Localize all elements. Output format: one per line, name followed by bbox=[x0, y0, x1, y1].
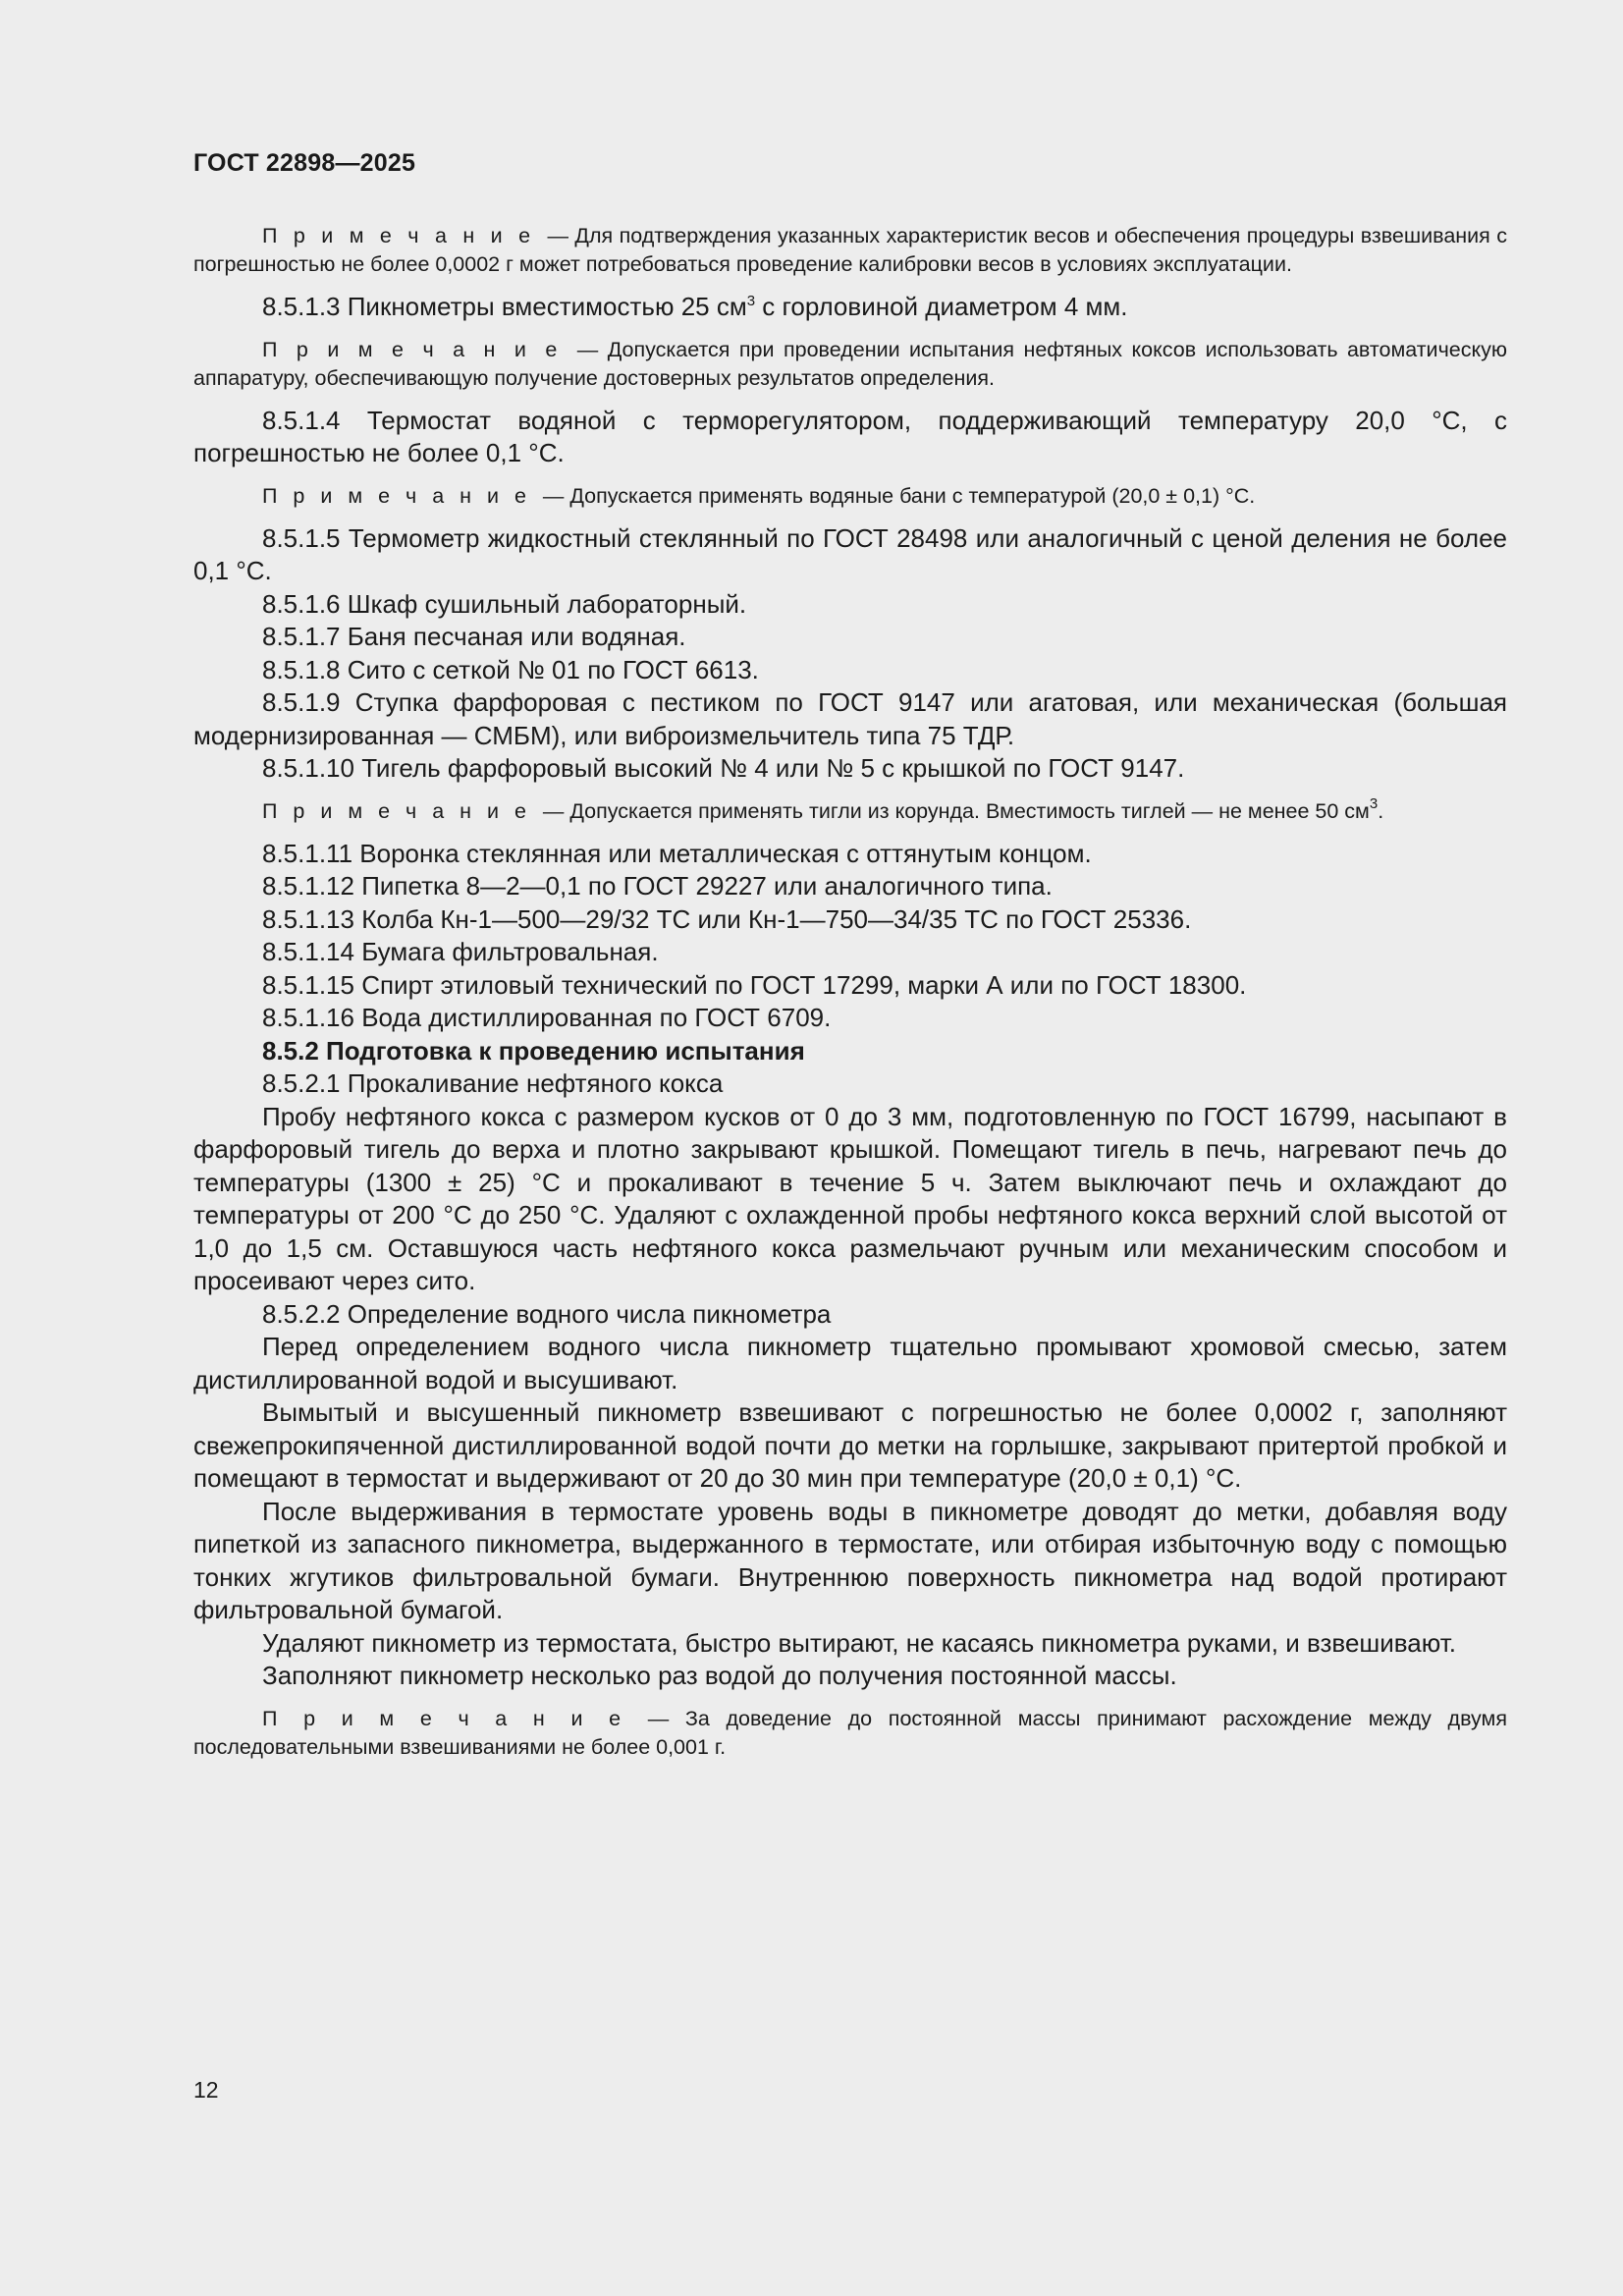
clause-8-5-1-5: 8.5.1.5 Термометр жидкостный стеклянный по ГОСТ 28498 или аналогичный с ценой деления не более 0,1 °С. bbox=[193, 522, 1507, 585]
note-label: П р и м е ч а н и е bbox=[262, 337, 563, 361]
clause-8-5-1-14: 8.5.1.14 Бумага фильтровальная. bbox=[262, 937, 659, 966]
note-paragraph bbox=[193, 482, 1507, 511]
note-text-tail: . bbox=[1378, 798, 1384, 823]
paragraph-constant-mass: Заполняют пикнометр несколько раз водой до получения постоянной массы. bbox=[262, 1661, 1177, 1690]
clause-8-5-1-16: 8.5.1.16 Вода дистиллированная по ГОСТ 6709. bbox=[262, 1003, 832, 1032]
note-label: П р и м е ч а н и е bbox=[262, 798, 531, 823]
note-text: — Для подтверждения указанных характеристик весов и обеспечения процедуры взвешивания с погрешностью не более 0,0002 г может потребоваться проведение калибровки весов в условиях эксплуатации. bbox=[193, 224, 1507, 276]
clause-text: 8.5.1.3 Пикнометры вместимостью 25 см bbox=[262, 292, 747, 321]
clause-8-5-1-7: 8.5.1.7 Баня песчаная или водяная. bbox=[262, 622, 686, 651]
note-paragraph bbox=[193, 794, 1507, 826]
superscript: 3 bbox=[1369, 794, 1379, 812]
note-paragraph bbox=[193, 336, 1507, 393]
clause-8-5-1-6: 8.5.1.6 Шкаф сушильный лабораторный. bbox=[262, 588, 747, 619]
superscript: 3 bbox=[746, 293, 756, 309]
clause-8-5-1-13: 8.5.1.13 Колба Кн-1—500—29/32 ТС или Кн-1—750—34/35 ТС по ГОСТ 25336. bbox=[262, 903, 1192, 934]
note-text: — Допускается при проведении испытания нефтяных коксов использовать автоматическую аппаратуру, обеспечивающую получение достоверных результатов определения. bbox=[193, 337, 1507, 390]
paragraph-washing: Перед определением водного числа пикнометр тщательно промывают хромовой смесью, затем дистиллированной водой и высушивают. bbox=[193, 1332, 1507, 1394]
paragraph-after-holding: После выдерживания в термостате уровень воды в пикнометре доводят до метки, добавляя воду пипеткой из запасного пикнометра, выдержанного в термостате, или отбирая избыточную воду с помощью тонких жгутиков фильтровальной бумаги. Внутреннюю поверхность пикнометра над водой протирают фильтровальной бумагой. bbox=[193, 1496, 1507, 1624]
clause-8-5-1-11: 8.5.1.11 Воронка стеклянная или металлическая с оттянутым концом. bbox=[262, 838, 1092, 868]
clause-8-5-1-4: 8.5.1.4 Термостат водяной с терморегулятором, поддерживающий температуру 20,0 °С, с погрешностью не более 0,1 °С. bbox=[193, 405, 1507, 467]
note-label: П р и м е ч а н и е bbox=[262, 483, 531, 508]
page-body bbox=[193, 222, 1507, 1762]
section-heading-8-5-2: 8.5.2 Подготовка к проведению испытания bbox=[262, 1035, 805, 1066]
note-label: П р и м е ч а н и е bbox=[262, 1706, 626, 1730]
page-number: 12 bbox=[193, 2077, 219, 2103]
paragraph-calcination: Пробу нефтяного кокса с размером кусков от 0 до 3 мм, подготовленную по ГОСТ 16799, насыпают в фарфоровый тигель до верха и плотно закрывают крышкой. Помещают тигель в печь, нагревают печь до температуры (1300 ± 25) °С и прокаливают в течение 5 ч. Затем выключают печь и охлаждают до температуры от 200 °С до 250 °С. Удаляют с охлажденной пробы нефтяного кокса верхний слой высотой от 1,0 до 1,5 см. Оставшуюся часть нефтяного кокса размельчают ручным или механическим способом и просеивают через сито. bbox=[193, 1101, 1507, 1295]
document-id-header: ГОСТ 22898—2025 bbox=[193, 149, 416, 177]
clause-8-5-1-12: 8.5.1.12 Пипетка 8—2—0,1 по ГОСТ 29227 или аналогичного типа. bbox=[262, 871, 1053, 901]
note-text: — Допускается применять тигли из корунда. Вместимость тиглей — не менее 50 см bbox=[542, 798, 1370, 823]
note-label: П р и м е ч а н и е bbox=[262, 224, 536, 247]
clause-8-5-1-10: 8.5.1.10 Тигель фарфоровый высокий № 4 или № 5 с крышкой по ГОСТ 9147. bbox=[262, 753, 1185, 783]
clause-8-5-1-9: 8.5.1.9 Ступка фарфоровая с пестиком по ГОСТ 9147 или агатовая, или механическая (большая модернизированная — СМБМ), или виброизмельчитель типа 75 ТДР. bbox=[193, 687, 1507, 750]
clause-8-5-1-8: 8.5.1.8 Сито с сеткой № 01 по ГОСТ 6613. bbox=[262, 654, 759, 684]
note-paragraph bbox=[193, 1705, 1507, 1762]
clause-text-tail: с горловиной диаметром 4 мм. bbox=[755, 292, 1128, 321]
paragraph-weighing: Вымытый и высушенный пикнометр взвешивают с погрешностью не более 0,0002 г, заполняют свежепрокипяченной дистиллированной водой почти до метки на горлышке, закрывают притертой пробкой и помещают в термостат и выдерживают от 20 до 30 мин при температуре (20,0 ± 0,1) °С. bbox=[193, 1397, 1507, 1493]
note-paragraph bbox=[193, 222, 1507, 279]
clause-8-5-1-15: 8.5.1.15 Спирт этиловый технический по ГОСТ 17299, марки А или по ГОСТ 18300. bbox=[262, 969, 1247, 1000]
clause-8-5-2-1: 8.5.2.1 Прокаливание нефтяного кокса bbox=[262, 1068, 724, 1098]
clause-8-5-2-2: 8.5.2.2 Определение водного числа пикнометра bbox=[262, 1298, 832, 1329]
paragraph-removal: Удаляют пикнометр из термостата, быстро вытирают, не касаясь пикнометра руками, и взвешивают. bbox=[262, 1627, 1456, 1658]
clause-8-5-1-3 bbox=[193, 291, 1507, 324]
note-text: — Допускается применять водяные бани с температурой (20,0 ± 0,1) °С. bbox=[542, 483, 1256, 508]
note-text: — За доведение до постоянной массы принимают расхождение между двумя последовательными взвешиваниями не более 0,001 г. bbox=[193, 1706, 1507, 1759]
